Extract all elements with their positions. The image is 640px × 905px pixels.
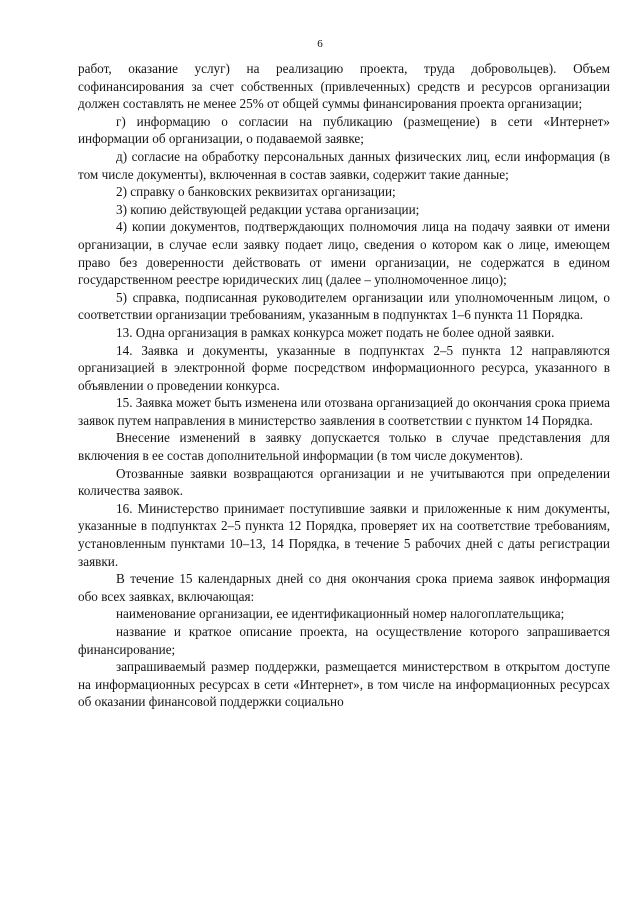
paragraph-6: 4) копии документов, подтверждающих полномочия лица на подачу заявки от имени организации, в случае если заявку подает лицо, сведения о котором как о лице, имеющем право без доверенности действовать от имени организации, не содержатся в едином государственном реестре юридических лиц (далее – уполномоченное лицо);	[78, 219, 610, 288]
page-number: 6	[317, 38, 323, 50]
paragraph-4: 2) справку о банковских реквизитах организации;	[116, 184, 396, 200]
paragraph-3: д) согласие на обработку персональных данных физических лиц, если информация (в том числе документы), включенная в состав заявки, содержит такие данные;	[78, 148, 610, 182]
paragraph-10: 15. Заявка может быть изменена или отозвана организацией до окончания срока приема заявок путем направления в министерство заявления в соответствии с пунктом 14 Порядка.	[78, 395, 610, 428]
paragraph-9: 14. Заявка и документы, указанные в подпунктах 2–5 пункта 12 направляются организацией в электронной форме посредством информационного ресурса, указанного в объявлении о проведении конкурса.	[78, 342, 610, 393]
paragraph-11: Внесение изменений в заявку допускается только в случае представления для включения в ее состав дополнительной информации (в том числе документов).	[78, 430, 610, 464]
paragraph-5: 3) копию действующей редакции устава организации;	[116, 201, 420, 217]
paragraph-8: 13. Одна организация в рамках конкурса может подать не более одной заявки.	[116, 324, 555, 340]
paragraph-15: наименование организации, ее идентификационный номер налогоплательщика;	[116, 606, 565, 622]
paragraph-16: название и краткое описание проекта, на осуществление которого запрашивается финансирование;	[78, 624, 610, 657]
paragraph-12: Отозванные заявки возвращаются организации и не учитываются при определении количества заявок.	[78, 465, 610, 499]
paragraph-14: В течение 15 календарных дней со дня окончания срока приема заявок информация обо всех заявках, включающая:	[78, 571, 610, 604]
paragraph-7: 5) справка, подписанная руководителем организации или уполномоченным лицом, о соответствии организации требованиям, указанным в подпунктах 1–6 пункта 11 Порядка.	[78, 289, 610, 323]
paragraph-17: запрашиваемый размер поддержки, размещается министерством в открытом доступе на информационных ресурсах в сети «Интернет», в том числе на информационных ресурсах об оказании финансовой поддержки социально	[78, 659, 610, 710]
paragraph-1: работ, оказание услуг) на реализацию проекта, труда добровольцев). Объем софинансирования за счет собственных (привлеченных) средств и ресурсов организации должен составлять не менее 25% от общей суммы финансирования проекта организации;	[78, 61, 610, 112]
paragraph-13: 16. Министерство принимает поступившие заявки и приложенные к ним документы, указанные в подпунктах 2–5 пункта 12 Порядка, проверяет их на соответствие требованиям, установленным пунктами 10–13, 14 Порядка, в течение 5 рабочих дней с даты регистрации заявки.	[78, 500, 610, 569]
paragraph-2: г) информацию о согласии на публикацию (размещение) в сети «Интернет» информации об организации, о подаваемой заявке;	[78, 113, 610, 147]
document-body	[78, 60, 610, 711]
